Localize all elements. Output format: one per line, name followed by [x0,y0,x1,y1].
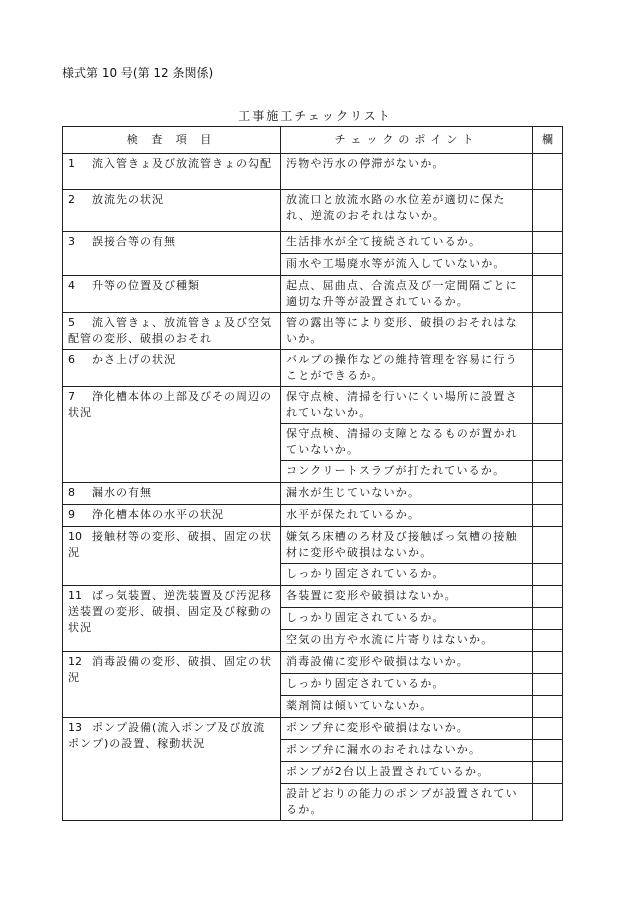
header-item: 検 査 項 目 [63,127,281,154]
check-point: ポンプが2台以上設置されているか。 [281,762,533,784]
item-text: かさ上げの状況 [92,353,176,366]
check-point: 水平が保たれているか。 [281,505,533,527]
inspection-item [63,718,281,821]
item-number: 1 [68,157,75,170]
check-box-cell[interactable] [533,652,563,674]
item-number: 6 [68,353,75,366]
check-point: 漏水が生じていないか。 [281,483,533,505]
item-number: 10 [68,530,82,543]
item-number: 8 [68,486,75,499]
check-point: しっかり固定されているか。 [281,564,533,586]
check-box-cell[interactable] [533,483,563,505]
check-point: 保守点検、清掃を行いにくい場所に設置されていないか。 [281,387,533,424]
check-box-cell[interactable] [533,630,563,652]
check-box-cell[interactable] [533,254,563,276]
inspection-item [63,313,281,350]
table-row [63,483,563,505]
check-point: 消毒設備に変形や破損はないか。 [281,652,533,674]
table-row [63,190,563,232]
check-point: ポンプ弁に漏水のおそれはないか。 [281,740,533,762]
item-number: 7 [68,390,75,403]
check-box-cell[interactable] [533,718,563,740]
table-row [63,527,563,564]
check-point: しっかり固定されているか。 [281,608,533,630]
inspection-item [63,154,281,190]
checklist-body [63,154,563,821]
table-row [63,652,563,674]
table-row [63,586,563,608]
inspection-item [63,505,281,527]
item-text: 誤接合等の有無 [92,235,176,248]
inspection-item [63,586,281,652]
item-number: 2 [68,193,75,206]
table-row [63,154,563,190]
check-point: 放流口と放流水路の水位差が適切に保たれ、逆流のおそれはないか。 [281,190,533,232]
item-text: 浄化槽本体の水平の状況 [92,508,224,521]
item-number: 3 [68,235,75,248]
check-point: 雨水や工場廃水等が流入していないか。 [281,254,533,276]
check-box-cell[interactable] [533,740,563,762]
inspection-item [63,527,281,586]
check-point: 嫌気ろ床槽のろ材及び接触ばっ気槽の接触材に変形や破損はないか。 [281,527,533,564]
check-point: 薬剤筒は傾いていないか。 [281,696,533,718]
header-row [63,127,563,154]
check-box-cell[interactable] [533,387,563,424]
inspection-item [63,232,281,276]
check-point: 生活排水が全て接続されているか。 [281,232,533,254]
check-point: 保守点検、清掃の支障となるものが置かれていないか。 [281,424,533,461]
check-box-cell[interactable] [533,762,563,784]
check-point: ポンプ弁に変形や破損はないか。 [281,718,533,740]
table-row [63,350,563,387]
check-box-cell[interactable] [533,674,563,696]
item-number: 4 [68,279,75,292]
check-point: しっかり固定されているか。 [281,674,533,696]
item-text: 升等の位置及び種類 [92,279,200,292]
item-text: 放流先の状況 [92,193,164,206]
check-point: 起点、屈曲点、合流点及び一定間隔ごとに適切な升等が設置されているか。 [281,276,533,313]
item-number: 11 [68,589,82,602]
check-box-cell[interactable] [533,586,563,608]
item-text: 消毒設備の変形、破損、固定の状況 [68,655,272,684]
check-box-cell[interactable] [533,505,563,527]
item-text: ポンプ設備(流入ポンプ及び放流ポンプ)の設置、稼動状況 [68,721,266,750]
item-number: 13 [68,721,82,734]
check-box-cell[interactable] [533,461,563,483]
header-point: チェックのポイント [281,127,533,154]
check-point: 汚物や汚水の停滞がないか。 [281,154,533,190]
check-box-cell[interactable] [533,154,563,190]
form-number: 様式第 10 号(第 12 条関係) [62,66,214,80]
inspection-item [63,483,281,505]
table-row [63,313,563,350]
table-row [63,718,563,740]
check-box-cell[interactable] [533,527,563,564]
check-box-cell[interactable] [533,696,563,718]
item-number: 5 [68,316,75,329]
item-number: 9 [68,508,75,521]
table-row [63,387,563,424]
inspection-item [63,350,281,387]
check-point: 空気の出方や水流に片寄りはないか。 [281,630,533,652]
check-box-cell[interactable] [533,190,563,232]
check-box-cell[interactable] [533,564,563,586]
inspection-item [63,190,281,232]
header-check: 欄 [533,127,563,154]
check-point: バルブの操作などの維持管理を容易に行うことができるか。 [281,350,533,387]
check-box-cell[interactable] [533,232,563,254]
check-box-cell[interactable] [533,424,563,461]
item-text: 流入管きょ、放流管きょ及び空気配管の変形、破損のおそれ [68,316,272,345]
table-row [63,232,563,254]
inspection-item [63,387,281,483]
item-text: 流入管きょ及び放流管きょの勾配 [92,157,272,170]
item-number: 12 [68,655,82,668]
item-text: 浄化槽本体の上部及びその周辺の状況 [68,390,272,419]
item-text: 漏水の有無 [92,486,152,499]
check-point: 各装置に変形や破損はないか。 [281,586,533,608]
document-title: 工事施工チェックリスト [238,109,392,123]
check-point: コンクリートスラブが打たれているか。 [281,461,533,483]
check-point: 管の露出等により変形、破損のおそれはないか。 [281,313,533,350]
check-box-cell[interactable] [533,784,563,821]
inspection-item [63,652,281,718]
check-box-cell[interactable] [533,350,563,387]
item-text: ばっ気装置、逆洗装置及び汚泥移送装置の変形、破損、固定及び稼動の状況 [68,589,272,634]
check-box-cell[interactable] [533,608,563,630]
inspection-item [63,276,281,313]
table-row [63,276,563,313]
item-text: 接触材等の変形、破損、固定の状況 [68,530,272,559]
check-box-cell[interactable] [533,313,563,350]
checklist-table [62,126,563,821]
check-box-cell[interactable] [533,276,563,313]
check-point: 設計どおりの能力のポンプが設置されているか。 [281,784,533,821]
table-row [63,505,563,527]
